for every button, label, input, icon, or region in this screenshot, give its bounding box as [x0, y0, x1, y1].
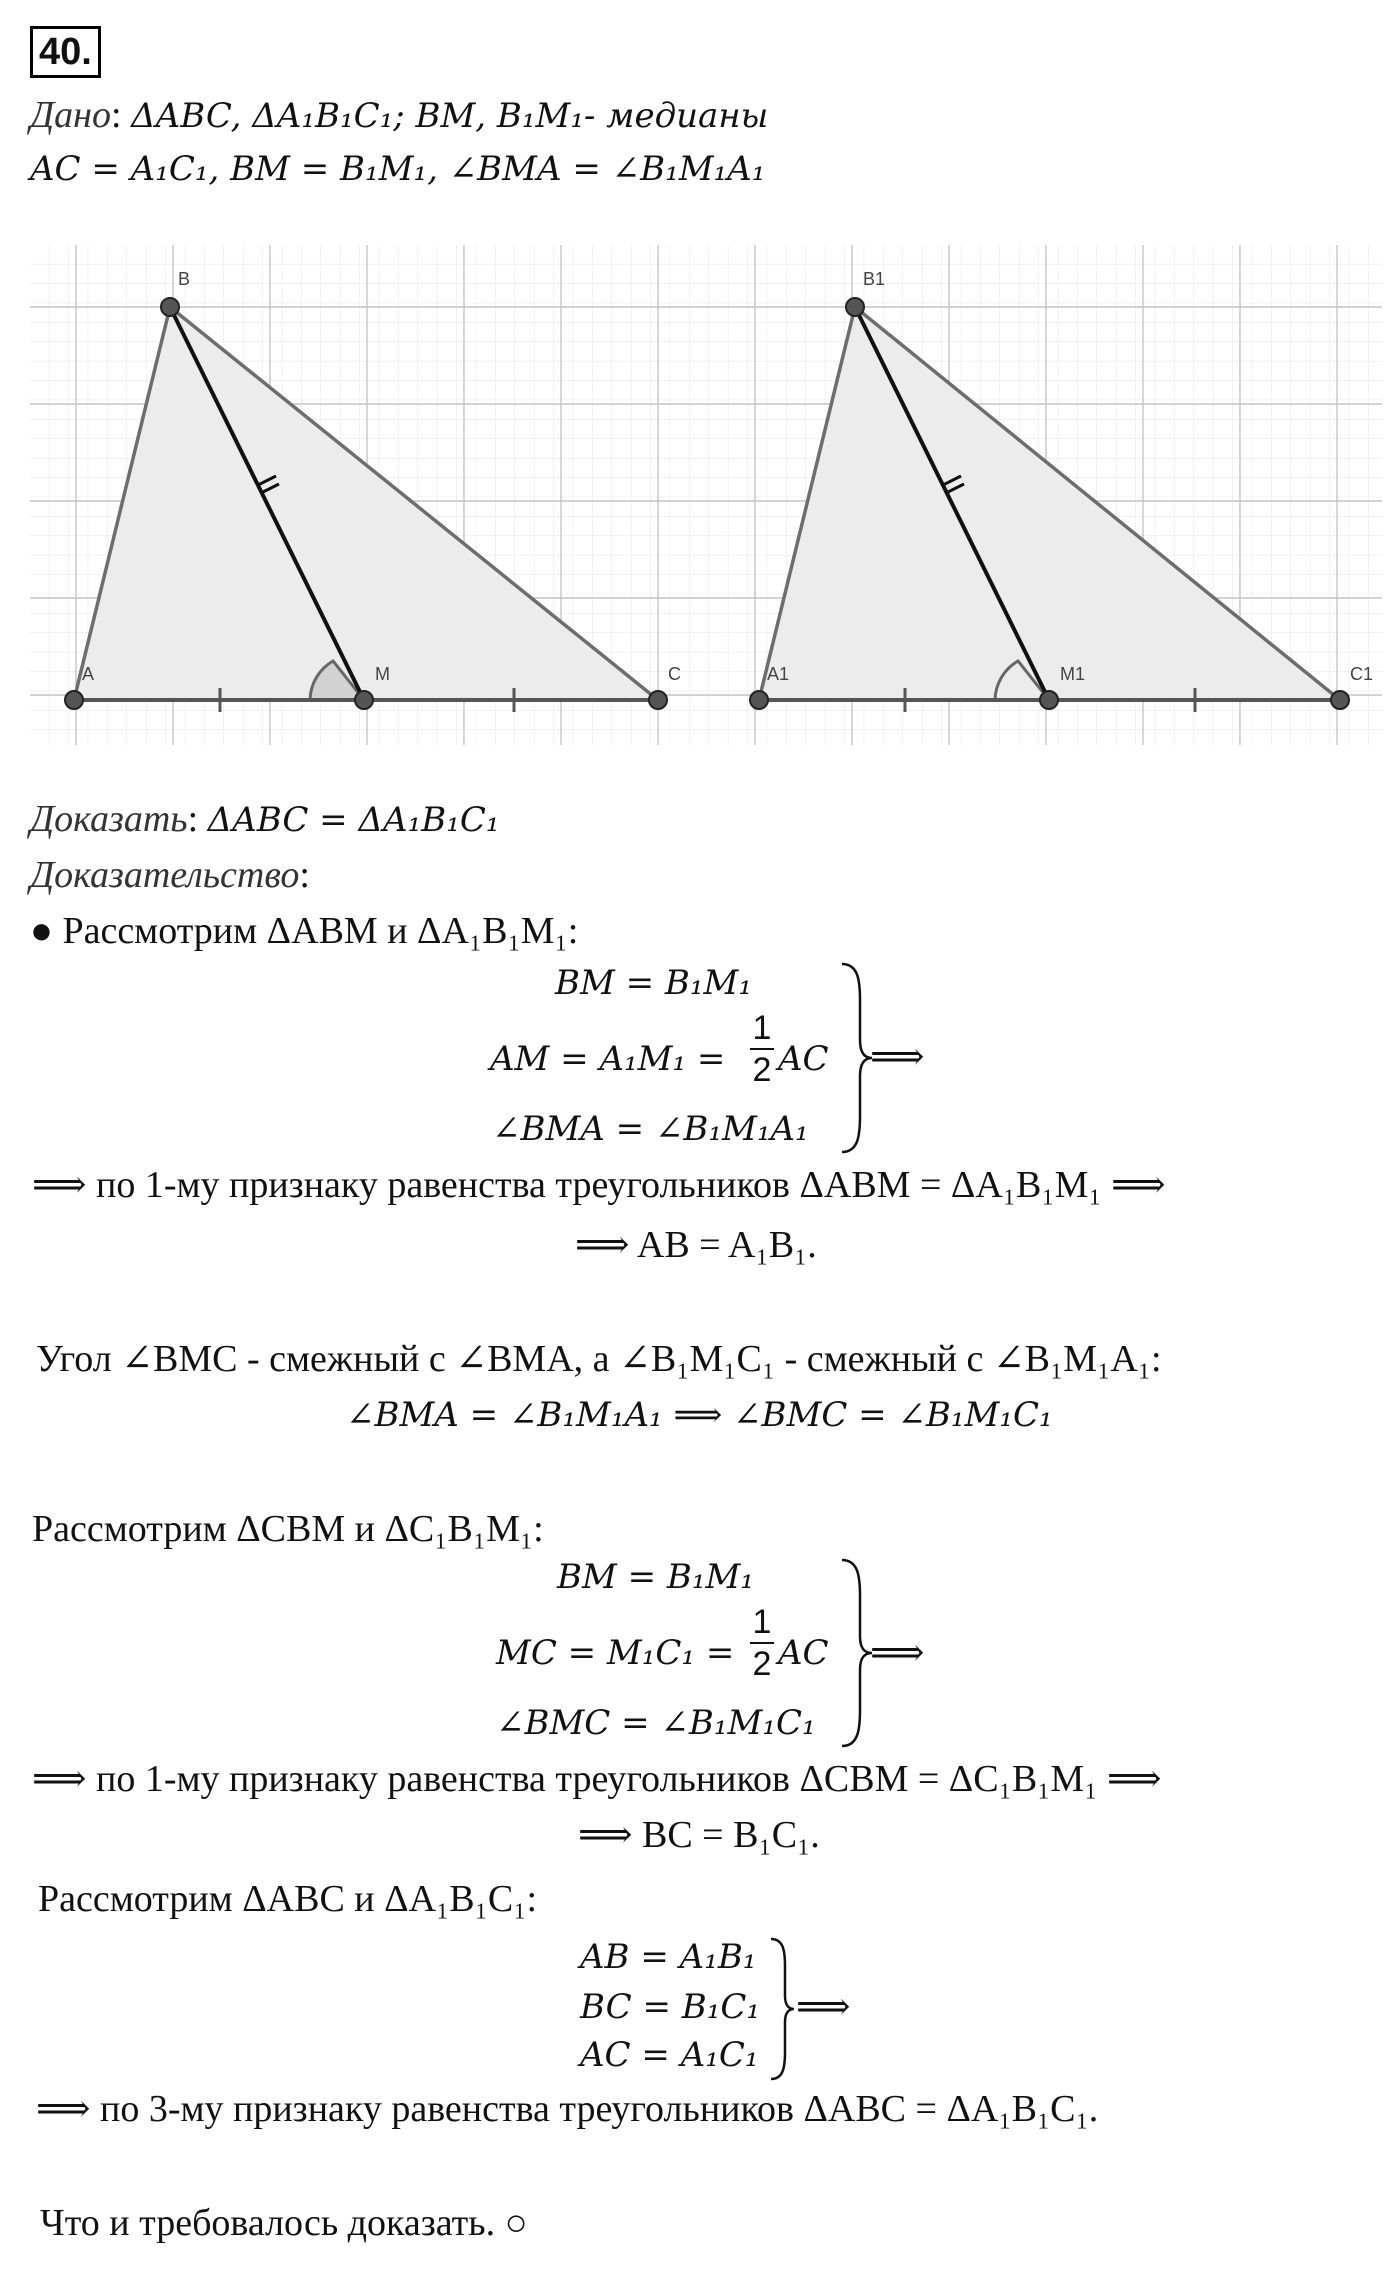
label-B1: B1 — [863, 269, 886, 289]
step1-frac-den: 2 — [752, 1051, 772, 1089]
step1-eq2b: AC — [778, 1039, 829, 1079]
step3-eq2a: MC = M₁C₁ = — [496, 1633, 735, 1673]
prove-statement: ΔABC = ΔA₁B₁C₁ — [207, 800, 500, 840]
step4-eq1: AB = A₁B₁ — [580, 1937, 757, 1977]
step3-eq2b: AC — [778, 1633, 829, 1673]
step3-eq1: BM = B₁M₁ — [557, 1557, 754, 1597]
step1-conclusion: ⟹ по 1-му признаку равенства треугольников ΔABM = ΔA₁B₁M₁ ⟹ — [32, 1164, 1166, 1206]
step4-eq2: BC = B₁C₁ — [580, 1987, 760, 2027]
step1-result: ⟹ AB = A₁B₁. — [575, 1224, 817, 1266]
given-line-2: AC = A₁C₁, BM = B₁M₁, ∠BMA = ∠B₁M₁A₁ — [30, 149, 766, 189]
step3-result: ⟹ BC = B₁C₁. — [578, 1814, 820, 1856]
qed-line: Что и требовалось доказать. ○ — [40, 2202, 528, 2244]
step1-eq2a: AM = A₁M₁ = — [490, 1039, 726, 1079]
step4-intro: Рассмотрим ΔABC и ΔA₁B₁C₁: — [38, 1878, 538, 1920]
step3-fraction — [748, 1602, 776, 1684]
step3-eq3: ∠BMC = ∠B₁M₁C₁ — [496, 1703, 816, 1743]
label-M: M — [375, 664, 390, 684]
label-C: C — [668, 664, 681, 684]
step1-eq3: ∠BMA = ∠B₁M₁A₁ — [492, 1109, 809, 1149]
step1-eq1: BM = B₁M₁ — [555, 963, 752, 1003]
step4-conclusion: ⟹ по 3-му признаку равенства треугольников ΔABC = ΔA₁B₁C₁. — [36, 2088, 1099, 2130]
label-A: A — [82, 664, 95, 684]
triangles-figure — [30, 245, 1382, 745]
given-label: Дано — [30, 94, 112, 136]
step1-frac-num: 1 — [752, 1009, 772, 1047]
step3-frac-den: 2 — [752, 1645, 772, 1683]
step4-brace — [768, 1936, 796, 2082]
step4-arrow: ⟹ — [796, 1986, 851, 2028]
step3-brace — [838, 1556, 874, 1750]
label-B: B — [178, 269, 191, 289]
label-C1: C1 — [1350, 664, 1374, 684]
step1-fraction — [748, 1008, 776, 1090]
step1-intro: ● Рассмотрим ΔABM и ΔA₁B₁M₁: — [30, 910, 579, 952]
step1-arrow: ⟹ — [870, 1036, 925, 1078]
step3-intro: Рассмотрим ΔCBM и ΔC₁B₁M₁: — [32, 1508, 544, 1550]
proof-label: Доказательство — [30, 854, 300, 896]
step1-brace — [838, 960, 874, 1156]
given-statement-1: ΔABC, ΔA₁B₁C₁; BM, B₁M₁- медианы — [131, 96, 769, 136]
problem-number: 40. — [30, 26, 101, 78]
step2-eq: ∠BMA = ∠B₁M₁A₁ ⟹ ∠BMC = ∠B₁M₁C₁ — [346, 1395, 1053, 1435]
step3-frac-num: 1 — [752, 1603, 772, 1641]
given-line-1: Дано: ΔABC, ΔA₁B₁C₁; BM, B₁M₁- медианы — [30, 94, 769, 136]
prove-line: Доказать: ΔABC = ΔA₁B₁C₁ — [30, 798, 500, 840]
step4-eq3: AC = A₁C₁ — [580, 2035, 759, 2075]
label-A1: A1 — [767, 664, 790, 684]
label-M1: M1 — [1060, 664, 1086, 684]
step3-conclusion: ⟹ по 1-му признаку равенства треугольников ΔCBM = ΔC₁B₁M₁ ⟹ — [32, 1758, 1162, 1800]
step3-arrow: ⟹ — [870, 1632, 925, 1674]
proof-heading: Доказательство: — [30, 854, 310, 896]
step2-text: Угол ∠BMC - смежный с ∠BMA, а ∠B₁M₁C₁ - смежный с ∠B₁M₁A₁: — [36, 1338, 1162, 1380]
prove-label: Доказать — [30, 798, 188, 840]
